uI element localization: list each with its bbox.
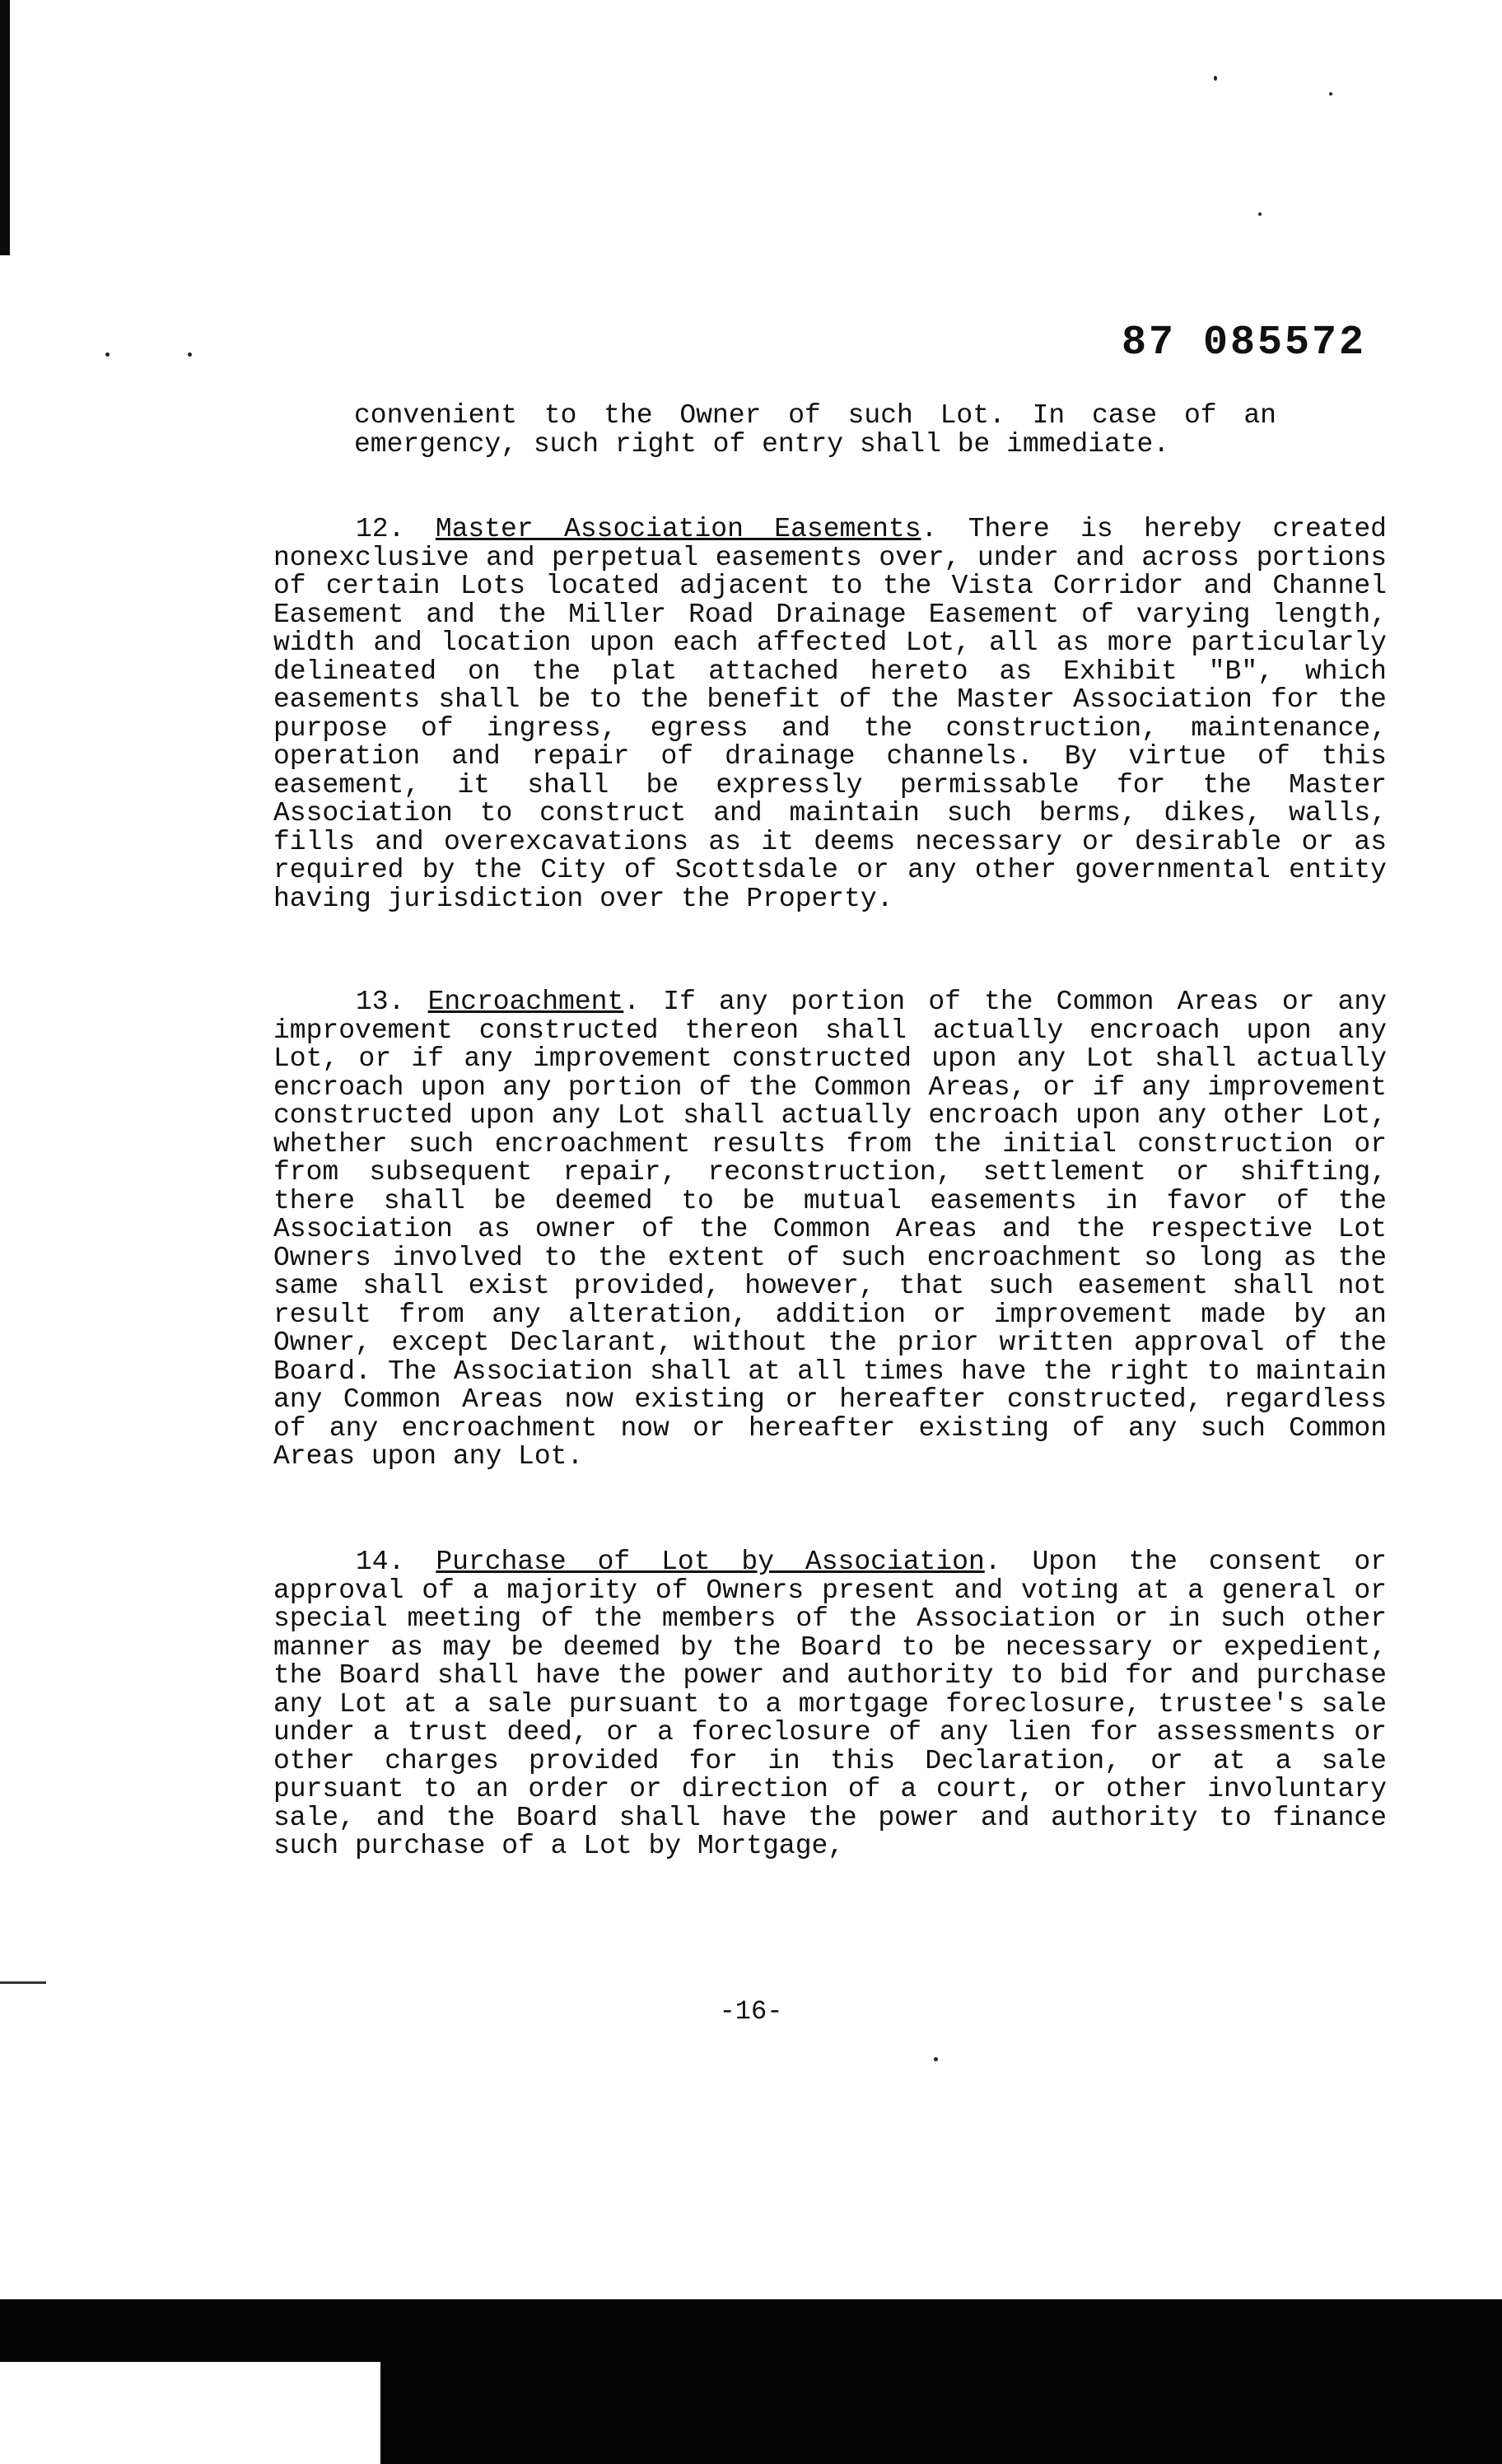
section-13-paragraph [273, 988, 1387, 1472]
intro-paragraph: convenient to the Owner of such Lot. In case of an emergency, such right of entry shall be immediate. [354, 400, 1276, 460]
section-number: 12. [356, 514, 405, 544]
page-number: -16- [719, 1996, 783, 2027]
scan-bottom-notch [0, 2362, 380, 2464]
scan-speck [934, 2057, 938, 2061]
section-14-paragraph [273, 1548, 1387, 1861]
section-heading: Master Association Easements [435, 514, 921, 544]
scan-speck [1214, 76, 1217, 81]
scan-mark [0, 1981, 46, 1984]
section-number: 13. [356, 987, 405, 1017]
section-body: . Upon the consent or approval of a majority of Owners present and voting at a general or special meeting of the members of the Association or in such other manner as may be deemed by the Board to be necessary or expedient, the Board shall have the power and authority to bid for and purchase any Lot at a sale pursuant to a mortgage foreclosure, trustee's sale under a trust deed, or a foreclosure of any lien for assessments or other charges provided for in this Declaration, or at a sale pursuant to an order or direction of a court, or other involuntary sale, and the Board shall have the power and authority to finance such purchase of a Lot by Mortgage, [273, 1547, 1387, 1861]
scan-speck [1329, 92, 1332, 96]
section-number: 14. [356, 1547, 405, 1577]
section-heading: Encroachment [427, 987, 624, 1017]
section-body: . If any portion of the Common Areas or any improvement constructed thereon shall actually encroach upon any Lot, or if any improvement constructed upon any Lot shall actually encroach upon any portion of the Common Areas, or if any improvement constructed upon any Lot shall actually encroach upon any other Lot, whether such encroachment results from the initial construction or from subsequent repair, reconstruction, settlement or shifting, there shall be deemed to be mutual easements in favor of the Association as owner of the Common Areas and the respective Lot Owners involved to the extent of such encroachment so long as the same shall exist provided, however, that such easement shall not result from any alteration, addition or improvement made by an Owner, except Declarant, without the prior written approval of the Board. The Association shall at all times have the right to maintain any Common Areas now existing or hereafter constructed, regardless of any encroachment now or hereafter existing of any such Common Areas upon any Lot. [273, 987, 1387, 1472]
scan-edge-bar [0, 0, 10, 255]
scan-speck [105, 352, 110, 357]
document-number: 87 085572 [1122, 320, 1367, 366]
scan-speck [1258, 212, 1262, 216]
scan-speck [188, 352, 192, 357]
section-heading: Purchase of Lot by Association [436, 1547, 985, 1577]
section-body: . There is hereby created nonexclusive and perpetual easements over, under and across portions of certain Lots located adjacent to the Vista Corridor and Channel Easement and the Miller Road Drainage Easement of varying length, width and location upon each affected Lot, all as more particularly delineated on the plat attached hereto as Exhibit "B", which easements shall be to the benefit of the Master Association for the purpose of ingress, egress and the construction, maintenance, operation and repair of drainage channels. By virtue of this easement, it shall be expressly permissable for the Master Association to construct and maintain such berms, dikes, walls, fills and overexcavations as it deems necessary or desirable or as required by the City of Scottsdale or any other governmental entity having jurisdiction over the Property. [273, 514, 1387, 914]
section-12-paragraph [273, 516, 1387, 913]
